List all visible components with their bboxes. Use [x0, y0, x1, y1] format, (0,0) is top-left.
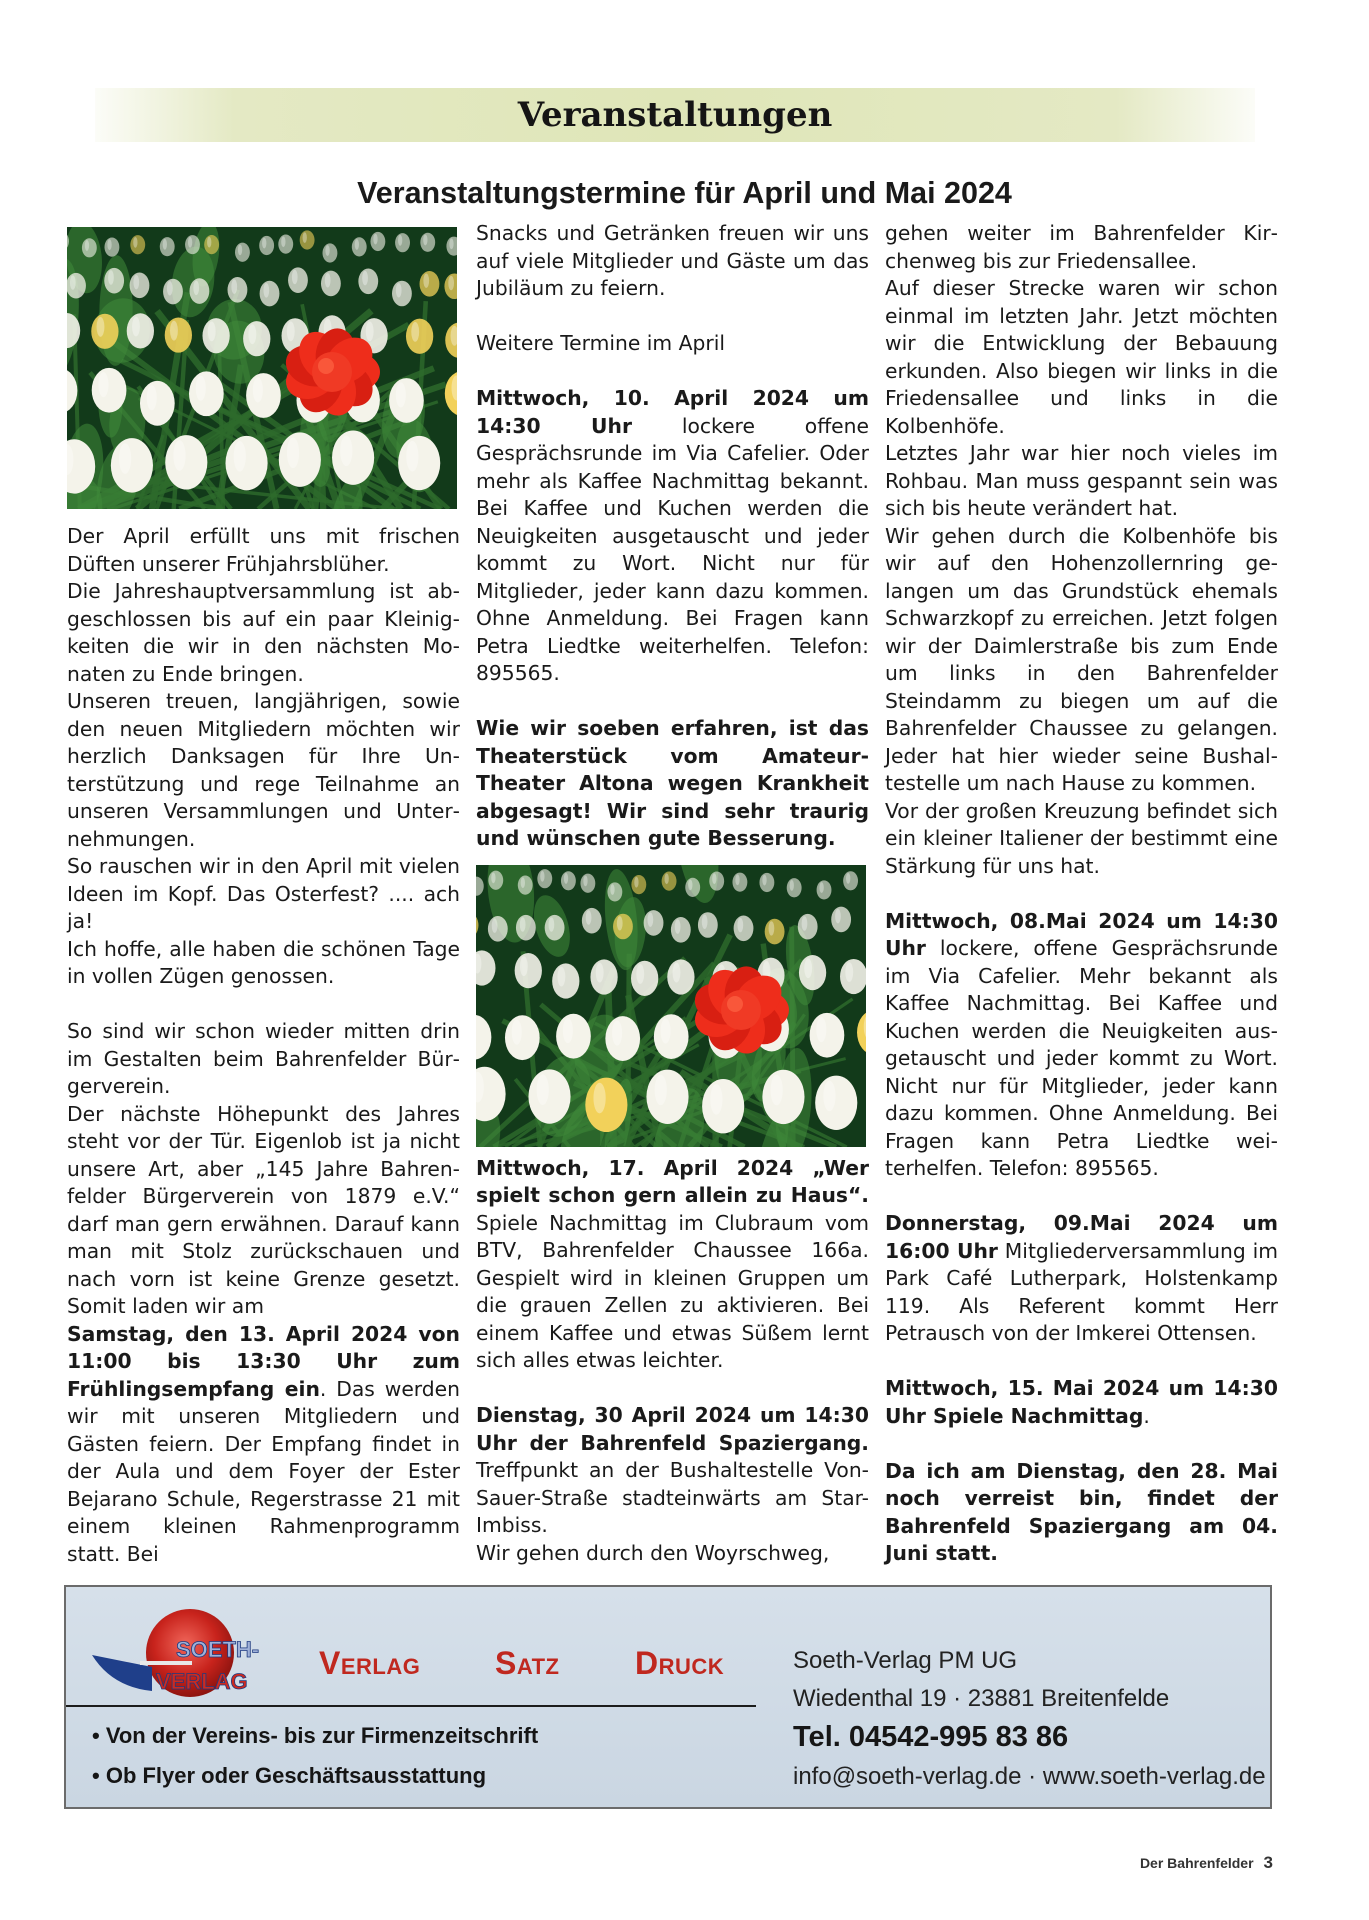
article-headline: Veranstaltungstermine für April und Mai 2024: [357, 176, 1012, 210]
event-highlight: Mittwoch, 15. Mai 2024 um 14:30 Uhr Spiele Nachmittag: [885, 1376, 1278, 1428]
paragraph: Snacks und Getränken freuen wir uns auf viele Mitglieder und Gäste um das Jubiläum zu feiern.: [476, 221, 869, 300]
svg-text:SOETH-: SOETH-: [176, 1637, 260, 1662]
paragraph: Ich hoffe, alle haben die schönen Tage in vollen Zügen genossen.: [67, 936, 460, 988]
paragraph: Der nächste Höhepunkt des Jahres steht vor der Tür. Eigenlob ist ja nicht unsere Art, aber „145 Jahre Bahrenfelder Bürgerverein von 1879 e.V.“ darf man gern erwähnen. Darauf kann man mit Stolz zurückschauen und nach vorn ist keine Grenze gesetzt. Somit laden wir am: [67, 1101, 460, 1318]
notice-highlight: Da ich am Dienstag, den 28. Mai noch verreist bin, findet der Bahrenfeld Spaziergang am 04. Juni statt.: [885, 1458, 1278, 1565]
event-paragraph: Mittwoch, 10. April 2024 um 14:30 Uhr lockere offene Gesprächsrunde im Via Cafelier. Oder mehr als Kaffee Nachmittag bekannt. Bei Kaffee und Kuchen werden die Neuigkeiten ausgetauscht und jeder kommt zu Wort. Nicht nur für Mitglieder, jeder kann dazu kommen. Ohne Anmeldung. Bei Fragen kann Petra Liedtke weiterhelfen. Telefon: 895565.: [476, 386, 869, 685]
notice-paragraph: [885, 1458, 1278, 1568]
paragraph: Letztes Jahr war hier noch vieles im Rohbau. Man muss gespannt sein was sich bis heute verändert hat.: [885, 441, 1278, 520]
svg-text:VERLAG: VERLAG: [156, 1669, 248, 1694]
paragraph: Unseren treuen, langjährigen, sowie den neuen Mitgliedern möchten wir herzlich Danksagen für Ihre Unterstützung und rege Teilnahme an unseren Versammlungen und Unternehmungen.: [67, 689, 460, 851]
company-address: Wiedenthal 19 · 23881 Breitenfelde: [793, 1685, 1170, 1712]
column-1: [67, 220, 460, 1568]
event-highlight: Mittwoch, 10. April 2024 um 14:30 Uhr: [476, 386, 869, 438]
ad-word-satz: Satz: [495, 1645, 560, 1681]
section-banner: [95, 88, 1255, 142]
column-3: [885, 220, 1278, 1568]
divider: [66, 1705, 756, 1707]
event-highlight: Mittwoch, 17. April 2024 „Wer spielt schon gern allein zu Haus“.: [476, 1155, 869, 1207]
paragraph: Wir gehen durch den Woyrschweg,: [476, 1540, 830, 1565]
paragraph: So sind wir schon wieder mitten drin im Gestalten beim Bahrenfelder Bürgerverein.: [67, 1019, 460, 1098]
event-paragraph: Donnerstag, 09.Mai 2024 um 16:00 Uhr Mitgliederversammlung im Park Café Lutherpark, Holstenkamp 119. Als Referent kommt Herr Petrausch von der Imkerei Ottensen.: [885, 1211, 1278, 1345]
notice-highlight: Wie wir soeben erfahren, ist das Theaterstück vom Amateur-Theater Altona wegen Krankheit abgesagt! Wir sind sehr traurig und wünschen gute Besserung.: [476, 716, 869, 850]
subheading: Weitere Termine im April: [476, 331, 725, 355]
event-paragraph: Samstag, den 13. April 2024 von 11:00 bis 13:30 Uhr zum Frühlingsempfang ein. Das werden wir mit unseren Mitgliedern und Gästen feiern. Der Empfang findet in der Aula und dem Foyer der Ester Bejarano Schule, Regerstrasse 21 mit einem kleinen Rahmenprogramm statt. Bei: [67, 1321, 460, 1566]
soeth-verlag-logo: [92, 1607, 262, 1705]
event-highlight: Donnerstag, 09.Mai 2024 um 16:00 Uhr: [885, 1211, 1278, 1263]
ad-bullet: • Von der Vereins- bis zur Firmenzeitschrift: [92, 1723, 538, 1749]
company-name: Soeth-Verlag PM UG: [793, 1647, 1018, 1674]
event-paragraph: Mittwoch, 17. April 2024 „Wer spielt schon gern allein zu Haus“. Spiele Nachmittag im Clubraum vom BTV, Bahrenfelder Chaussee 166a. Gespielt wird in kleinen Gruppen um die grauen Zellen zu aktivieren. Bei einem Kaffee und etwas Süßem lernt sich alles etwas leichter.: [476, 1155, 869, 1372]
paragraph: Die Jahreshauptversammlung ist abgeschlossen bis auf ein paar Kleinigkeiten die wir in den nächsten Monaten zu Ende bringen.: [67, 579, 460, 686]
ad-word-verlag: Verlag: [319, 1645, 421, 1681]
tulip-photo: [476, 865, 866, 1147]
paragraph: So rauschen wir in den April mit vielen Ideen im Kopf. Das Osterfest? .... ach ja!: [67, 854, 460, 933]
event-paragraph: Mittwoch, 15. Mai 2024 um 14:30 Uhr Spiele Nachmittag.: [885, 1376, 1278, 1428]
column-2: [476, 220, 869, 1567]
event-highlight: Dienstag, 30 April 2024 um 14:30 Uhr der Bahrenfeld Spaziergang.: [476, 1403, 869, 1455]
event-highlight: Samstag, den 13. April 2024 von 11:00 bis 13:30 Uhr zum Frühlingsempfang ein: [67, 1321, 460, 1401]
event-highlight: Mittwoch, 08.Mai 2024 um 14:30 Uhr: [885, 908, 1278, 960]
paragraph: Wir gehen durch die Kolbenhöfe bis wir auf den Hohenzollernring gelangen um das Grundstück ehemals Schwarzkopf zu erreichen. Jetzt folgen wir der Daimlerstraße bis zum Ende um links in den Bahrenfelder Steindamm zu biegen um auf die Bahrenfelder Chaussee zu gelangen. Jeder hat hier wieder seine Bushaltestelle um nach Hause zu kommen.: [885, 523, 1278, 795]
page-footer: [1140, 1853, 1273, 1873]
ad-bullet: • Ob Flyer oder Geschäftsausstattung: [92, 1763, 486, 1789]
company-web: info@soeth-verlag.de · www.soeth-verlag.de: [793, 1763, 1266, 1790]
notice-paragraph: [476, 715, 869, 853]
paragraph: Vor der großen Kreuzung befindet sich ein kleiner Italiener der bestimmt eine Stärkung für uns hat.: [885, 798, 1278, 878]
paragraph: Auf dieser Strecke waren wir schon einmal im letzten Jahr. Jetzt möchten wir die Entwicklung der Bebauung erkunden. Also biegen wir links in die Friedensallee und links in die Kolbenhöfe.: [885, 276, 1278, 438]
paragraph: Der April erfüllt uns mit frischen Düften unserer Frühjahrsblüher.: [67, 524, 460, 576]
event-paragraph: Dienstag, 30 April 2024 um 14:30 Uhr der Bahrenfeld Spaziergang. Treffpunkt an der Bushaltestelle Von-Sauer-Straße stadteinwärts am Star-Imbiss.: [476, 1403, 869, 1537]
page-number: 3: [1263, 1853, 1273, 1872]
publisher-advertisement: [64, 1585, 1272, 1809]
section-title: Veranstaltungen: [517, 95, 833, 135]
tulip-photo: [67, 227, 457, 509]
event-paragraph: Mittwoch, 08.Mai 2024 um 14:30 Uhr lockere, offene Gesprächsrunde im Via Cafelier. Mehr bekannt als Kaffee Nachmittag. Bei Kaffee und Kuchen werden die Neuigkeiten ausgetauscht und jeder kommt zu Wort. Nicht nur für Mitglieder, jeder kann dazu kommen. Ohne Anmeldung. Bei Fragen kann Petra Liedtke weiterhelfen. Telefon: 895565.: [885, 908, 1278, 1180]
publication-name: Der Bahrenfelder: [1139, 1855, 1254, 1871]
ad-word-druck: Druck: [635, 1645, 725, 1681]
paragraph: gehen weiter im Bahrenfelder Kirchenweg bis zur Friedensallee.: [885, 221, 1278, 273]
company-phone: Tel. 04542-995 83 86: [793, 1721, 1069, 1753]
